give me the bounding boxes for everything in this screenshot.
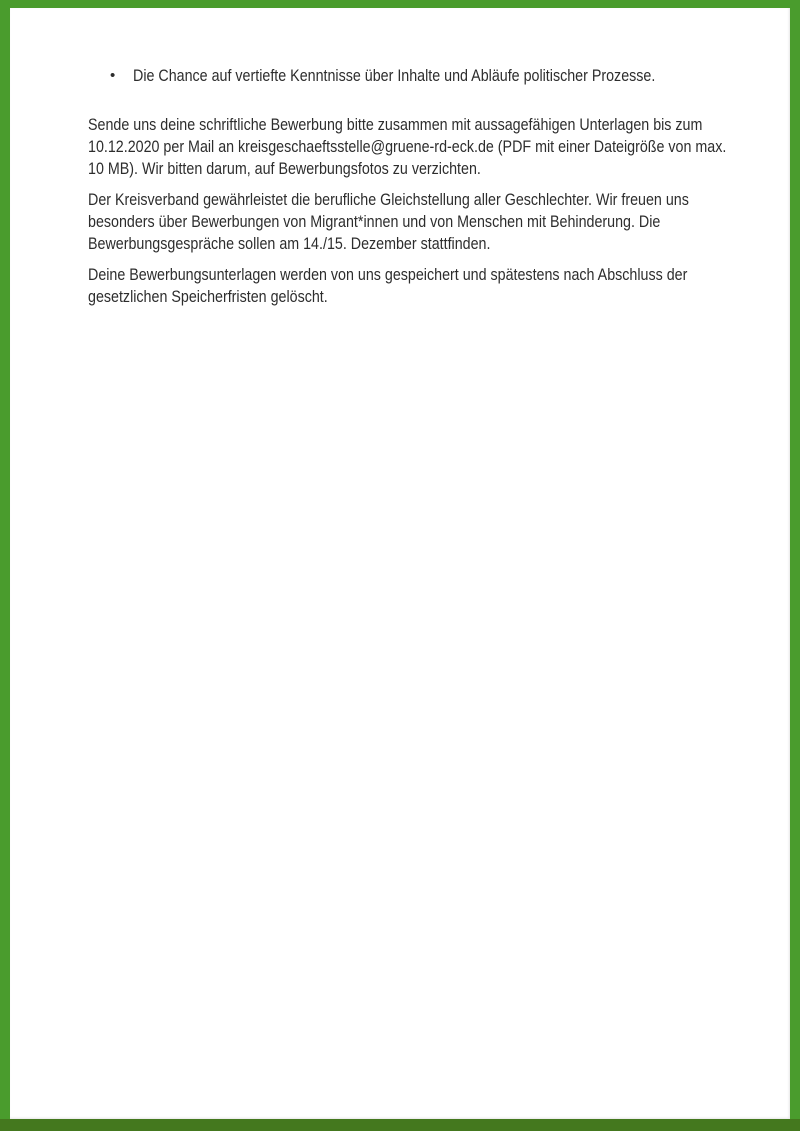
text-line: Bewerbungsgespräche sollen am 14./15. Dezember stattfinden. <box>88 234 491 253</box>
bullet-list-item <box>88 65 778 87</box>
paragraph-application-submission <box>88 114 778 180</box>
bullet-item-text: Die Chance auf vertiefte Kenntnisse über Inhalte und Abläufe politischer Prozesse. <box>133 66 656 85</box>
text-line: 10 MB). Wir bitten darum, auf Bewerbungsfotos zu verzichten. <box>88 159 481 178</box>
text-line: besonders über Bewerbungen von Migrant*innen und von Menschen mit Behinderung. Die <box>88 212 661 231</box>
text-line: Der Kreisverband gewährleistet die berufliche Gleichstellung aller Geschlechter. Wir freuen uns <box>88 190 689 209</box>
document-page <box>10 8 790 1119</box>
text-line: Sende uns deine schriftliche Bewerbung bitte zusammen mit aussagefähigen Unterlagen bis zum <box>88 115 703 134</box>
text-line: gesetzlichen Speicherfristen gelöscht. <box>88 287 328 306</box>
paragraph-data-retention <box>88 264 778 308</box>
scan-border-bottom-band <box>0 1119 800 1131</box>
text-line-with-email: 10.12.2020 per Mail an kreisgeschaeftsstelle@gruene-rd-eck.de (PDF mit einer Dateigröße von max. <box>88 137 727 156</box>
paragraph-equal-opportunity <box>88 189 778 255</box>
text-line: Deine Bewerbungsunterlagen werden von uns gespeichert und spätestens nach Abschluss der <box>88 265 688 284</box>
document-content <box>10 8 790 308</box>
bullet-marker: • <box>110 67 116 84</box>
